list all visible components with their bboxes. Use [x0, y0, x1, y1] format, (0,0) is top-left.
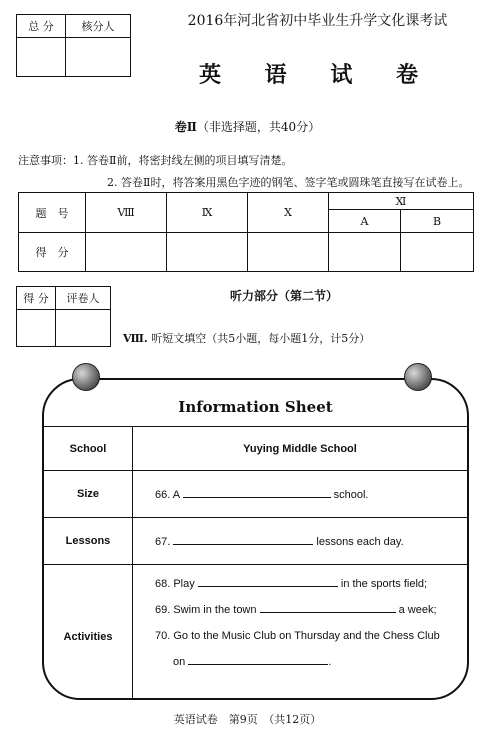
total-score-box	[16, 14, 131, 77]
q66-answer-blank[interactable]	[183, 487, 331, 498]
note-2: 2. 答卷Ⅱ时，将答案用黑色字迹的钢笔、签字笔或圆珠笔直接写在试卷上。	[107, 176, 470, 189]
table-row	[44, 427, 467, 471]
volume-heading	[0, 118, 495, 135]
q70-line-2	[155, 649, 466, 675]
q67-suffix: lessons each day.	[316, 536, 404, 548]
q66-suffix: school.	[333, 489, 369, 501]
score-row-label: 得 分	[19, 233, 86, 272]
activities-label: Activities	[44, 565, 133, 701]
q69-prefix: 69. Swim in the town	[155, 604, 257, 616]
q67-answer-blank[interactable]	[173, 534, 313, 545]
total-score-cell[interactable]	[17, 38, 66, 77]
subject-title: 英 语 试 卷	[199, 62, 436, 88]
lessons-value	[133, 518, 468, 565]
notes-lead: 注意事项：	[18, 154, 73, 167]
col-viii: Ⅷ	[86, 193, 167, 233]
pushpin-left-icon	[72, 363, 100, 391]
grader-cell[interactable]	[56, 310, 111, 347]
score-label: 得 分	[17, 287, 56, 310]
grader-label: 评卷人	[56, 287, 111, 310]
school-value: Yuying Middle School	[133, 427, 468, 471]
volume-note: （非选择题，共40分）	[196, 120, 321, 134]
q69-answer-blank[interactable]	[260, 602, 396, 613]
notes	[18, 150, 469, 194]
col-x: Ⅹ	[248, 193, 329, 233]
grader-box	[16, 286, 111, 347]
lessons-label: Lessons	[44, 518, 133, 565]
q68-prefix: 68. Play	[155, 578, 195, 590]
col-xi-b: B	[401, 210, 474, 233]
table-row	[44, 518, 467, 565]
col-xi: Ⅺ	[329, 193, 474, 210]
reviewer-cell[interactable]	[66, 38, 131, 77]
page-footer: 英语试卷 第9页 （共12页）	[173, 713, 322, 726]
q70-answer-blank[interactable]	[188, 654, 328, 665]
score-cell-viii[interactable]	[86, 233, 167, 272]
q70-line: 70. Go to the Music Club on Thursday and the Chess Club	[155, 630, 440, 642]
q70-suffix: .	[328, 656, 332, 668]
col-xi-a: A	[329, 210, 401, 233]
information-table	[44, 426, 467, 700]
q69-line	[155, 597, 466, 623]
section-instructions: 听短文填空（共5小题，每小题1分，计5分）	[151, 332, 371, 345]
section-number: Ⅷ.	[123, 332, 148, 345]
size-value	[133, 471, 468, 518]
note-1: 1. 答卷Ⅱ前，将密封线左侧的项目填写清楚。	[73, 154, 293, 167]
q66-prefix: 66. A	[155, 489, 180, 501]
listening-title: 听力部分（第二节）	[230, 289, 339, 303]
question-number-label: 题 号	[19, 193, 86, 233]
q68-answer-blank[interactable]	[198, 576, 338, 587]
q67-prefix: 67.	[155, 536, 171, 548]
score-cell[interactable]	[17, 310, 56, 347]
q68-suffix: in the sports field;	[340, 578, 428, 590]
total-score-label: 总 分	[17, 15, 66, 38]
school-label: School	[44, 427, 133, 471]
score-cell-xi-a[interactable]	[329, 233, 401, 272]
information-sheet-title: Information Sheet	[178, 398, 333, 416]
exam-title: 2016年河北省初中毕业生升学文化课考试	[187, 13, 448, 29]
section-heading	[123, 330, 370, 346]
q70-prefix: on	[173, 656, 186, 668]
pushpin-right-icon	[404, 363, 432, 391]
size-label: Size	[44, 471, 133, 518]
table-row	[44, 471, 467, 518]
reviewer-label: 核分人	[66, 15, 131, 38]
volume-label: 卷Ⅱ	[174, 120, 197, 134]
q68-line	[155, 571, 466, 597]
score-cell-xi-b[interactable]	[401, 233, 474, 272]
q69-suffix: a week;	[398, 604, 437, 616]
activities-value	[133, 565, 468, 701]
information-sheet	[42, 378, 469, 700]
score-cell-ix[interactable]	[167, 233, 248, 272]
score-cell-x[interactable]	[248, 233, 329, 272]
score-table	[18, 192, 474, 272]
table-row	[44, 565, 467, 701]
col-ix: Ⅸ	[167, 193, 248, 233]
